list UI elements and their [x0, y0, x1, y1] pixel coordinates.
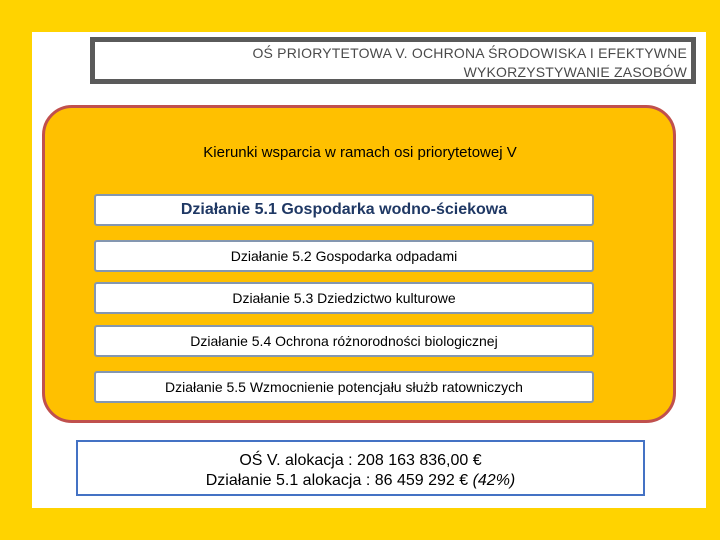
- allocation-box: [76, 440, 645, 496]
- action-5-5-box: Działanie 5.5 Wzmocnienie potencjału służb ratowniczych: [94, 371, 594, 403]
- action-5-1-box: Działanie 5.1 Gospodarka wodno-ściekowa: [94, 194, 594, 226]
- action-5-4-box: Działanie 5.4 Ochrona różnorodności biologicznej: [94, 325, 594, 357]
- action-allocation: [78, 471, 643, 491]
- slide-title: OŚ PRIORYTETOWA V. OCHRONA ŚRODOWISKA I EFEKTYWNE WYKORZYSTYWANIE ZASOBÓW: [252, 45, 687, 80]
- action-allocation-percent: (42%): [472, 472, 516, 489]
- action-allocation-amount: Działanie 5.1 alokacja : 86 459 292 €: [205, 472, 473, 489]
- action-5-2-box: Działanie 5.2 Gospodarka odpadami: [94, 240, 594, 272]
- action-5-3-box: Działanie 5.3 Dziedzictwo kulturowe: [94, 282, 594, 314]
- title-frame: [90, 37, 696, 84]
- axis-allocation: OŚ V. alokacja : 208 163 836,00 €: [239, 452, 482, 469]
- panel-heading: Kierunki wsparcia w ramach osi priorytetowej V: [203, 144, 517, 161]
